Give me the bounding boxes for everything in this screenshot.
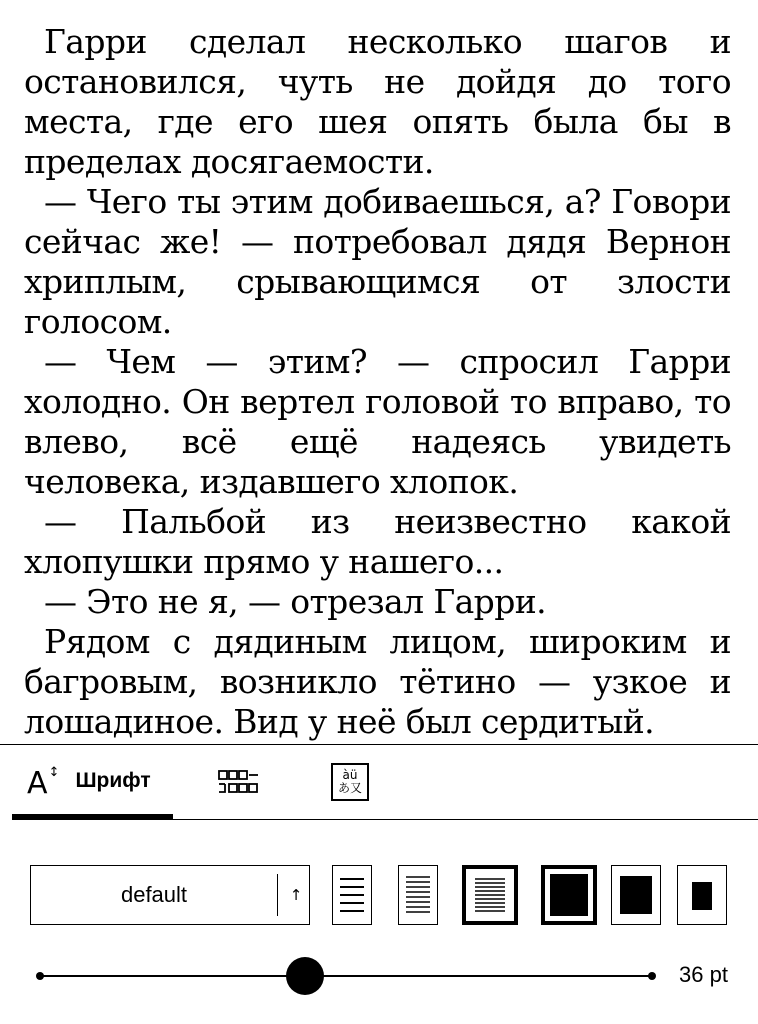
margin-large-icon <box>678 866 726 924</box>
spacing-medium-icon <box>399 866 437 924</box>
font-size-slider-track[interactable] <box>40 975 652 977</box>
language-glyph-latin: àü <box>342 768 358 782</box>
font-size-label: 36 pt <box>679 962 728 987</box>
language-glyph-cjk: あ又 <box>337 781 362 795</box>
paragraph: — Пальбой из неизвестно какой хлопушки прямо у нашего... <box>24 502 731 581</box>
arrow-up-icon[interactable]: ↑ <box>289 886 303 904</box>
font-family-select[interactable] <box>30 865 310 925</box>
paragraph: — Это не я, — отрезал Гарри. <box>44 582 547 621</box>
paragraph: Гарри сделал несколько шагов и остановился, чуть не дойдя до того места, где его шея опять была бы в пределах досягаемости. <box>24 22 731 181</box>
line-spacing-wide-option[interactable] <box>332 865 372 925</box>
margin-medium-icon <box>612 866 660 924</box>
paragraph: — Чем — этим? — спросил Гарри холодно. Он вертел головой то вправо, то влево, всё ещё надеясь увидеть человека, издавшего хлопок. <box>24 342 731 501</box>
margin-small-icon <box>545 869 593 921</box>
margin-medium-option[interactable] <box>611 865 661 925</box>
reader-text <box>24 22 731 742</box>
tab-font[interactable] <box>12 745 173 817</box>
select-separator <box>277 874 278 916</box>
tab-font-label: Шрифт <box>75 769 151 792</box>
tabs-divider <box>12 819 758 820</box>
margin-large-option[interactable] <box>677 865 727 925</box>
slider-max-dot <box>648 972 656 980</box>
spacing-narrow-icon <box>466 869 514 921</box>
language-icon <box>331 763 369 801</box>
font-size-icon: A↕ <box>27 764 60 801</box>
paragraph: — Чего ты этим добиваешься, а? Говори сейчас же! — потребовал дядя Вернон хриплым, срывающимся от злости голосом. <box>24 182 731 341</box>
font-size-slider-thumb[interactable] <box>286 957 324 995</box>
layout-icon <box>218 761 262 801</box>
tab-language[interactable] <box>331 763 371 801</box>
slider-min-dot <box>36 972 44 980</box>
tab-layout[interactable] <box>218 745 262 817</box>
line-spacing-narrow-option[interactable] <box>462 865 518 925</box>
settings-tabs <box>0 745 758 820</box>
spacing-wide-icon <box>333 866 371 924</box>
font-family-value: default <box>120 882 188 907</box>
paragraph: Рядом с дядиным лицом, широким и багровым, возникло тётино — узкое и лошадиное. Вид у неё был сердитый. <box>24 622 731 741</box>
margin-small-option[interactable] <box>541 865 597 925</box>
line-spacing-medium-option[interactable] <box>398 865 438 925</box>
